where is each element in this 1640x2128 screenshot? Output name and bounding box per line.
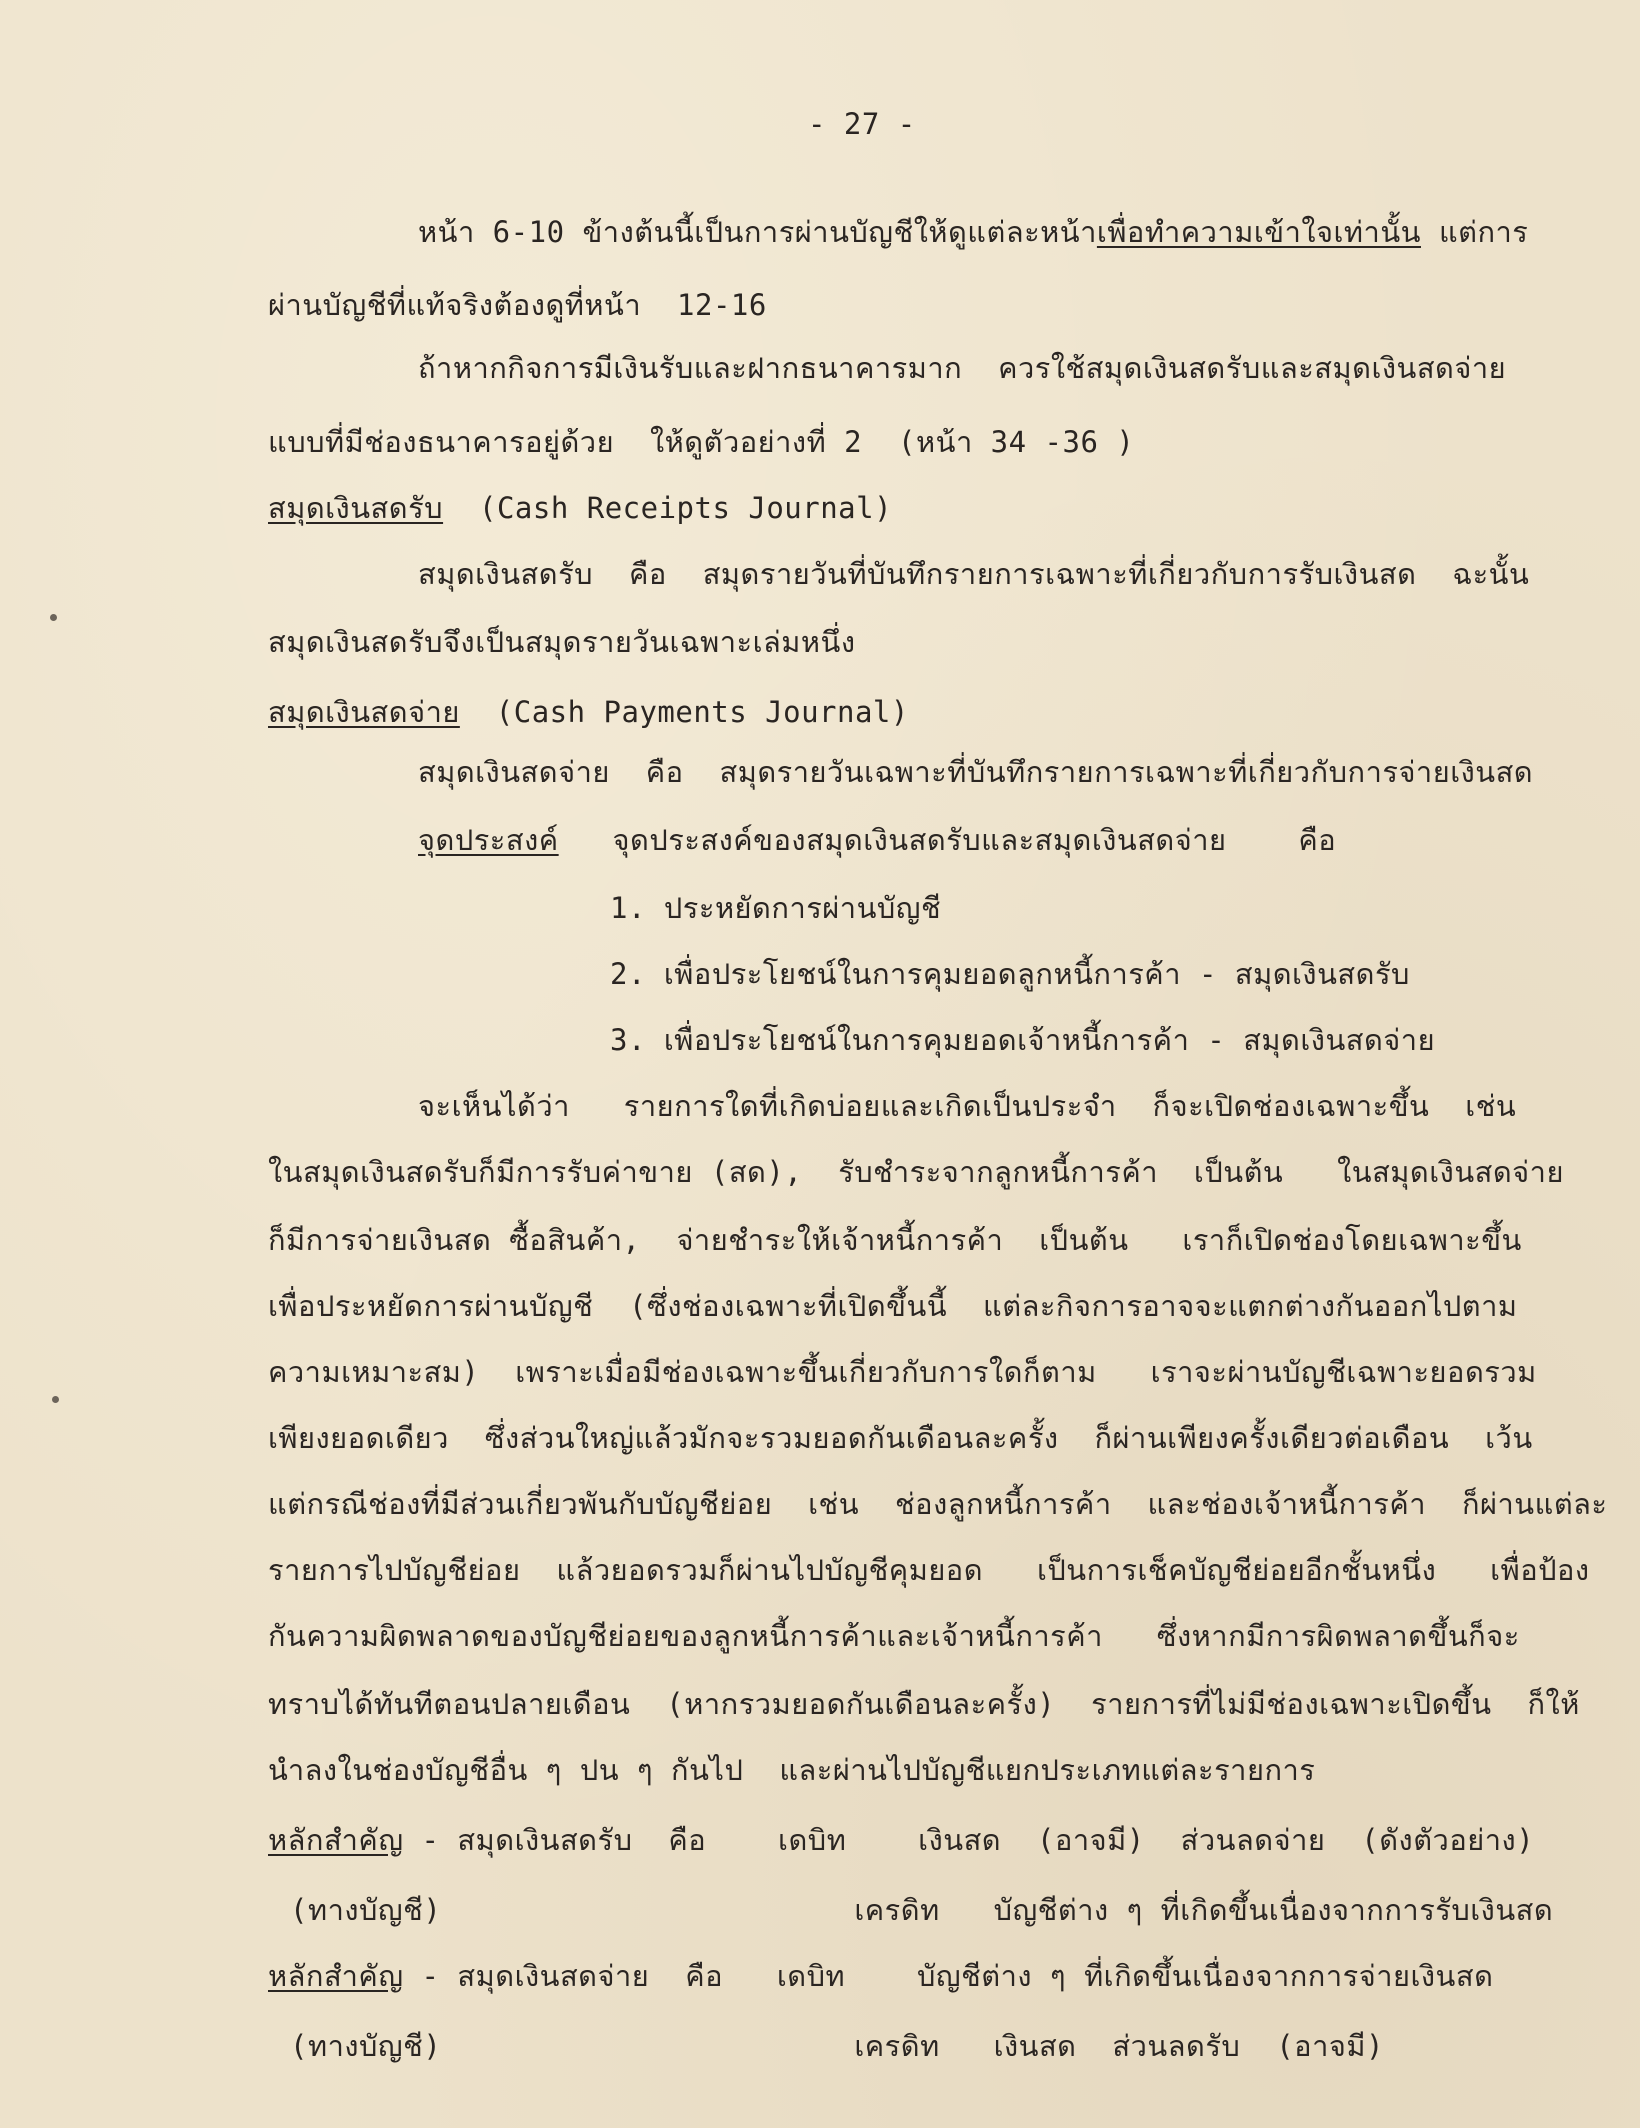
heading-thai: สมุดเงินสดจ่าย (268, 695, 460, 729)
text-segment: จุดประสงค์ของสมุดเงินสดรับและสมุดเงินสดจ่าย คือ (558, 823, 1337, 857)
paragraph-line: สมุดเงินสดจ่าย คือ สมุดรายวันเฉพาะที่บันทึกรายการเฉพาะที่เกี่ยวกับการจ่ายเงินสด (418, 755, 1534, 789)
section-heading-cash-payments (268, 694, 909, 730)
heading-english: (Cash Payments Journal) (459, 695, 909, 729)
paragraph-line: เพื่อประหยัดการผ่านบัญชี (ซึ่งช่องเฉพาะที่เปิดขึ้นนี้ แต่ละกิจการอาจจะแตกต่างกันออกไปตาม (268, 1289, 1518, 1323)
paragraph-line: กันความผิดพลาดของบัญชีย่อยของลูกหนี้การค้าและเจ้าหนี้การค้า ซึ่งหากมีการผิดพลาดขึ้นก็จะ (268, 1619, 1520, 1653)
paragraph-line: ความเหมาะสม) เพราะเมื่อมีช่องเฉพาะขึ้นเกี่ยวกับการใดก็ตาม เราจะผ่านบัญชีเฉพาะยอดรวม (268, 1355, 1537, 1389)
paragraph-line: สมุดเงินสดรับ คือ สมุดรายวันที่บันทึกรายการเฉพาะที่เกี่ยวกับการรับเงินสด ฉะนั้น (418, 557, 1530, 591)
text-segment: - สมุดเงินสดจ่าย คือ เดบิท บัญชีต่าง ๆ ที่เกิดขึ้นเนื่องจากการจ่ายเงินสด (403, 1959, 1494, 1993)
page-number: - 27 - (808, 107, 916, 141)
paragraph-line (418, 214, 1528, 250)
paragraph-line: แบบที่มีช่องธนาคารอยู่ด้วย ให้ดูตัวอย่างที่ 2 (หน้า 34 -36 ) (268, 425, 1135, 459)
principle-label: หลักสำคัญ (268, 1823, 404, 1857)
paragraph-line: นำลงในช่องบัญชีอื่น ๆ ปน ๆ กันไป และผ่านไปบัญชีแยกประเภทแต่ละรายการ (268, 1753, 1316, 1787)
paragraph-line: ทราบได้ทันทีตอนปลายเดือน (หากรวมยอดกันเดือนละครั้ง) รายการที่ไม่มีช่องเฉพาะเปิดขึ้น ก็ให้ (268, 1687, 1580, 1721)
section-heading-cash-receipts (268, 490, 892, 526)
heading-english: (Cash Receipts Journal) (443, 491, 893, 525)
paragraph-line: ถ้าหากกิจการมีเงินรับและฝากธนาคารมาก ควรใช้สมุดเงินสดรับและสมุดเงินสดจ่าย (418, 351, 1507, 385)
principle-line: (ทางบัญชี) เครดิท เงินสด ส่วนลดรับ (อาจมี) (290, 2029, 1384, 2063)
list-item: 1. ประหยัดการผ่านบัญชี (610, 891, 942, 925)
principle-line (268, 1822, 1534, 1858)
principle-label: หลักสำคัญ (268, 1959, 404, 1993)
paragraph-line: รายการไปบัญชีย่อย แล้วยอดรวมก็ผ่านไปบัญชีคุมยอด เป็นการเช็คบัญชีย่อยอีกชั้นหนึ่ง เพื่อป้อง (268, 1553, 1590, 1587)
text-segment: แต่การ (1420, 215, 1529, 249)
paragraph-line: ในสมุดเงินสดรับก็มีการรับค่าขาย (สด), รับชำระจากลูกหนี้การค้า เป็นต้น ในสมุดเงินสดจ่าย (268, 1155, 1564, 1189)
paragraph-line: เพียงยอดเดียว ซึ่งส่วนใหญ่แล้วมักจะรวมยอดกันเดือนละครั้ง ก็ผ่านเพียงครั้งเดียวต่อเดือน เว้น (268, 1421, 1533, 1455)
text-segment: - สมุดเงินสดรับ คือ เดบิท เงินสด (อาจมี) ส่วนลดจ่าย (ดังตัวอย่าง) (403, 1823, 1535, 1857)
objectives-line (418, 822, 1336, 858)
paper-speck (52, 1396, 59, 1403)
list-item: 3. เพื่อประโยชน์ในการคุมยอดเจ้าหนี้การค้า - สมุดเงินสดจ่าย (610, 1023, 1436, 1057)
paragraph-line: แต่กรณีช่องที่มีส่วนเกี่ยวพันกับบัญชีย่อย เช่น ช่องลูกหนี้การค้า และช่องเจ้าหนี้การค้า ก็ผ่านแต่ละ (268, 1487, 1608, 1521)
paragraph-line: ผ่านบัญชีที่แท้จริงต้องดูที่หน้า 12-16 (268, 288, 767, 322)
heading-thai: สมุดเงินสดรับ (268, 491, 444, 525)
paragraph-line: ก็มีการจ่ายเงินสด ซื้อสินค้า, จ่ายชำระให้เจ้าหนี้การค้า เป็นต้น เราก็เปิดช่องโดยเฉพาะขึ้น (268, 1223, 1522, 1257)
paper-speck (50, 614, 57, 621)
underlined-phrase: เพื่อทำความเข้าใจเท่านั้น (1096, 215, 1421, 249)
paragraph-line: จะเห็นได้ว่า รายการใดที่เกิดบ่อยและเกิดเป็นประจำ ก็จะเปิดช่องเฉพาะขึ้น เช่น (418, 1089, 1517, 1123)
paragraph-line: สมุดเงินสดรับจึงเป็นสมุดรายวันเฉพาะเล่มหนึ่ง (268, 625, 856, 659)
text-segment: หน้า 6-10 ข้างต้นนี้เป็นการผ่านบัญชีให้ดูแต่ละหน้า (418, 215, 1097, 249)
objectives-label: จุดประสงค์ (418, 823, 559, 857)
list-item: 2. เพื่อประโยชน์ในการคุมยอดลูกหนี้การค้า - สมุดเงินสดรับ (610, 957, 1410, 991)
principle-line: (ทางบัญชี) เครดิท บัญชีต่าง ๆ ที่เกิดขึ้นเนื่องจากการรับเงินสด (290, 1893, 1554, 1927)
principle-line (268, 1958, 1493, 1994)
